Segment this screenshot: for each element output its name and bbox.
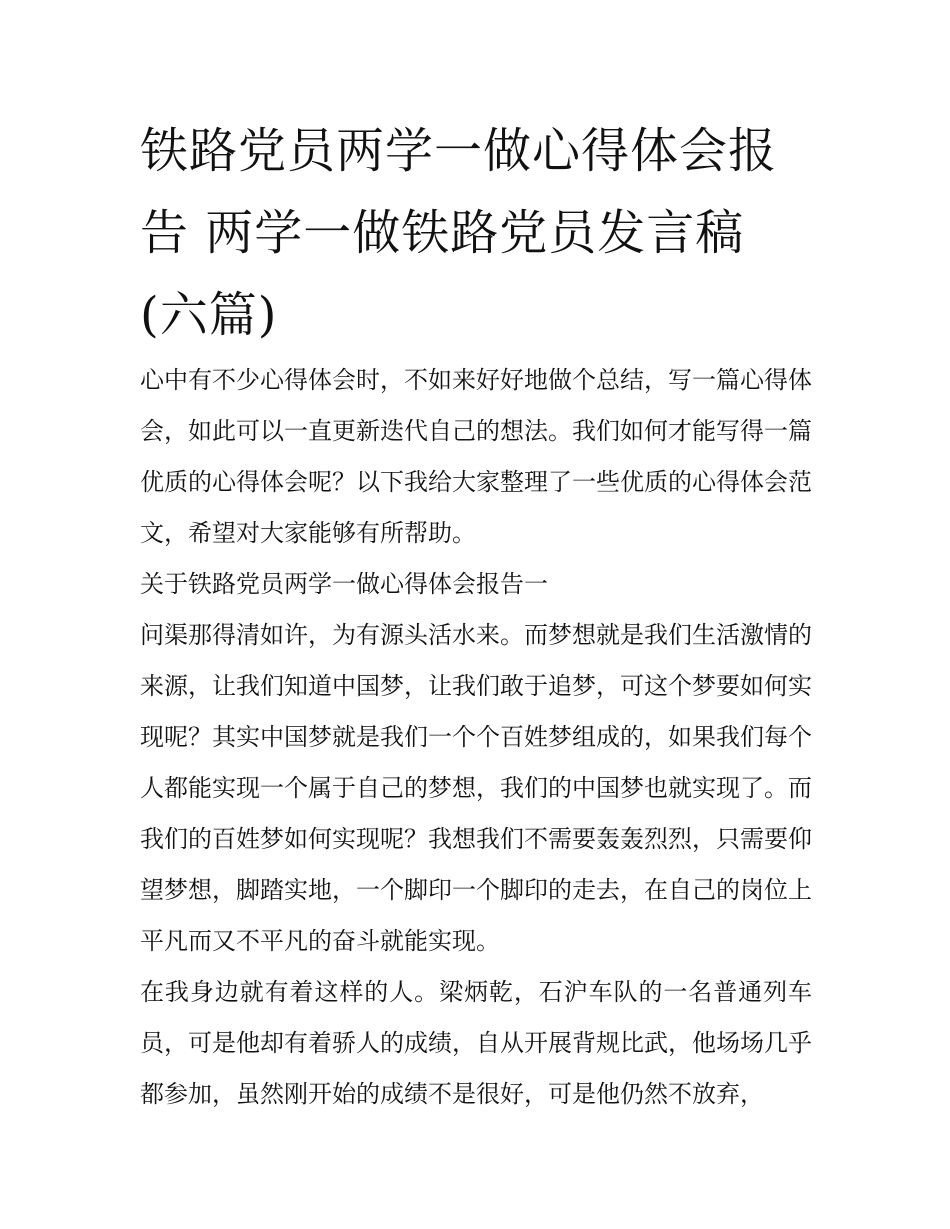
intro-paragraph: 心中有不少心得体会时，不如来好好地做个总结，写一篇心得体会，如此可以一直更新迭代自己的想法。我们如何才能写得一篇优质的心得体会呢？以下我给大家整理了一些优质的心得体会范文，希望对大家能够有所帮助。 [140,366,812,547]
title-line-1: 铁路党员两学一做心得体会报 [140,123,778,179]
body-paragraph: 在我身边就有着这样的人。梁炳乾，石沪车队的一名普通列车员，可是他却有着骄人的成绩，自从开展背规比武，他场场几乎都参加，虽然刚开始的成绩不是很好，可是他仍然不放弃， [140,978,812,1108]
section-heading: 关于铁路党员两学一做心得体会报告一 [140,570,548,598]
body-paragraph: 问渠那得清如许，为有源头活水来。而梦想就是我们生活激情的来源，让我们知道中国梦，让我们敢于追梦，可这个梦要如何实现呢？其实中国梦就是我们一个个百姓梦组成的，如果我们每个人都能实现一个属于自己的梦想，我们的中国梦也就实现了。而我们的百姓梦如何实现呢？我想我们不需要轰轰烈烈，只需要仰望梦想，脚踏实地，一个脚印一个脚印的走去，在自己的岗位上平凡而又不平凡的奋斗就能实现。 [140,621,812,955]
document-body [140,355,812,1120]
document-title [140,110,820,356]
title-line-2: 告 两学一做铁路党员发言稿 [140,205,745,261]
title-line-3: (六篇) [140,287,278,343]
